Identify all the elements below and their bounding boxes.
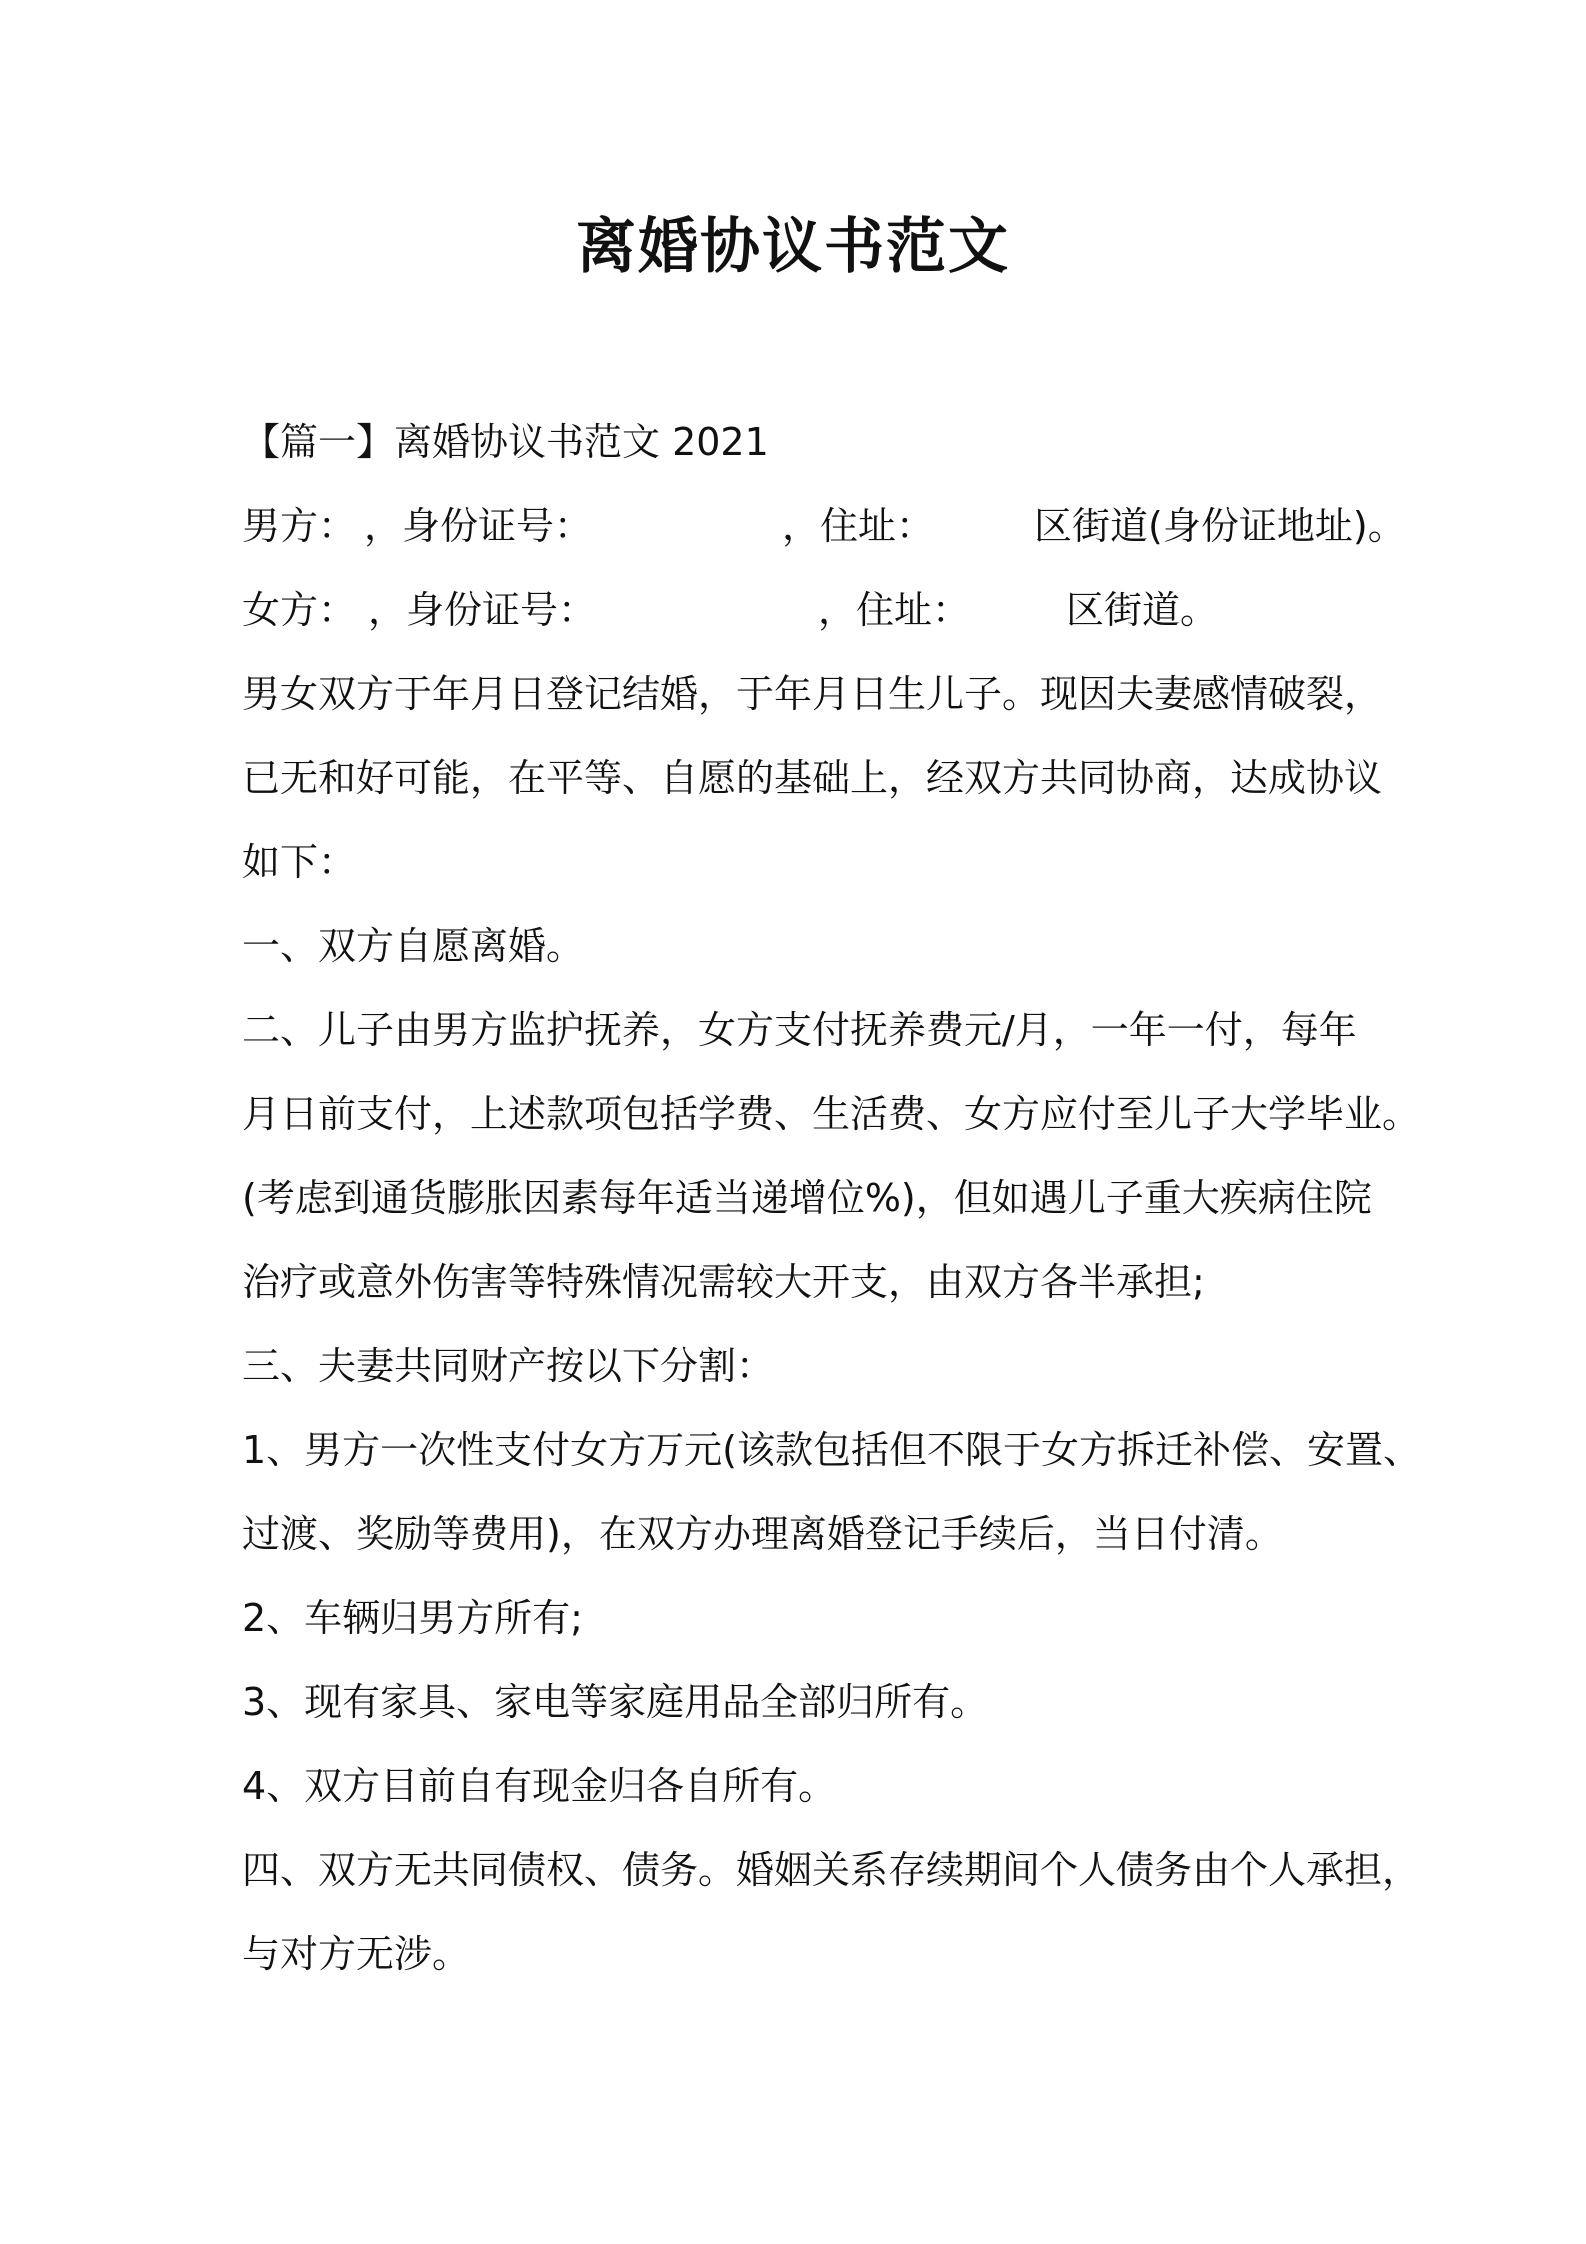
clause-line: (考虑到通货膨胀因素每年适当递增位%)，但如遇儿子重大疾病住院 bbox=[242, 1176, 1372, 1220]
male-id-label: ，身份证号： bbox=[364, 504, 593, 548]
subclause-line: 3、现有家具、家电等家庭用品全部归所有。 bbox=[242, 1680, 989, 1724]
document-title: 离婚协议书范文 bbox=[576, 212, 1010, 282]
clause-line: 治疗或意外伤害等特殊情况需较大开支，由双方各半承担; bbox=[242, 1260, 1205, 1304]
clause-line: 一、双方自愿离婚。 bbox=[242, 924, 585, 968]
male-address-label: ，住址： bbox=[782, 504, 935, 548]
clause-line: 三、夫妻共同财产按以下分割： bbox=[242, 1344, 775, 1388]
subclause-line: 过渡、奖励等费用)，在双方办理离婚登记手续后，当日付清。 bbox=[242, 1512, 1283, 1556]
clause-line: 月日前支付，上述款项包括学费、生活费、女方应付至儿子大学毕业。 bbox=[242, 1092, 1421, 1136]
male-party-line bbox=[242, 484, 1406, 568]
female-address-label: ，住址： bbox=[818, 588, 971, 632]
subclause-line: 4、双方目前自有现金归各自所有。 bbox=[242, 1764, 837, 1808]
male-address-value: 区街道(身份证地址)。 bbox=[1034, 504, 1406, 548]
female-address-value: 区街道。 bbox=[1066, 588, 1219, 632]
female-party-line bbox=[242, 568, 1362, 652]
female-label: 女方： bbox=[242, 588, 357, 632]
subclause-line: 1、男方一次性支付女方万元(该款包括但不限于女方拆迁补偿、安置、 bbox=[242, 1428, 1422, 1472]
paragraph-line: 已无和好可能，在平等、自愿的基础上，经双方共同协商，达成协议 bbox=[242, 756, 1383, 800]
subclause-line: 2、车辆归男方所有; bbox=[242, 1596, 583, 1640]
clause-line: 与对方无涉。 bbox=[242, 1932, 471, 1976]
clause-line: 四、双方无共同债权、债务。婚姻关系存续期间个人债务由个人承担， bbox=[242, 1848, 1421, 1892]
female-id-label: ，身份证号： bbox=[368, 588, 597, 632]
paragraph-line: 如下： bbox=[242, 840, 357, 884]
clause-line: 二、儿子由男方监护抚养，女方支付抚养费元/月，一年一付，每年 bbox=[242, 1008, 1357, 1052]
document-body bbox=[242, 400, 1422, 1996]
paragraph-line: 男女双方于年月日登记结婚，于年月日生儿子。现因夫妻感情破裂， bbox=[242, 672, 1383, 716]
section-heading: 【篇一】离婚协议书范文 2021 bbox=[242, 420, 769, 464]
male-label: 男方： bbox=[242, 504, 357, 548]
